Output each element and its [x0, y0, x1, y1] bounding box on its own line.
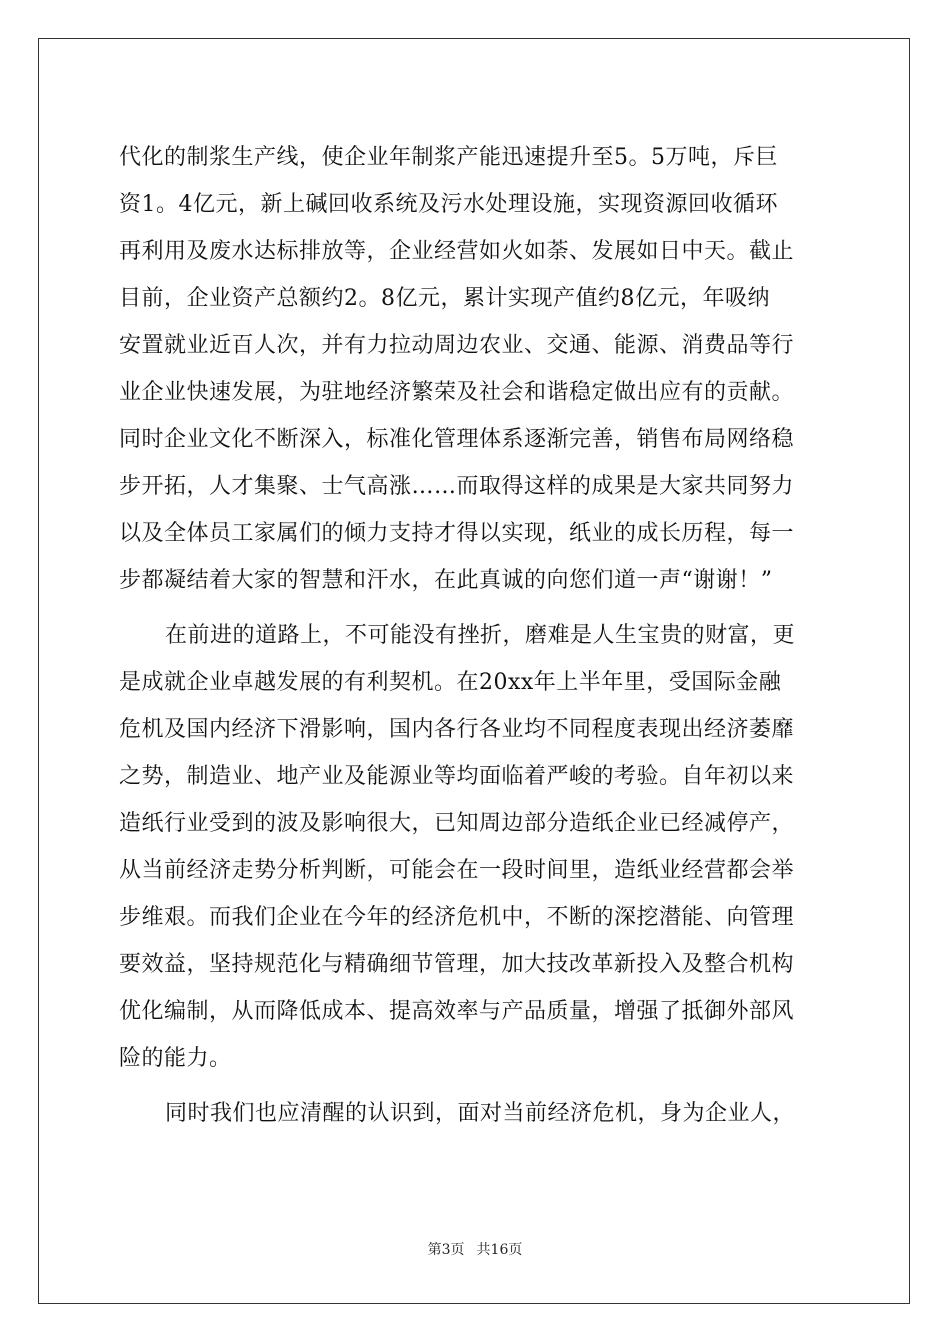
text-line: 是成就企业卓越发展的有利契机。在20xx年上半年里，受国际金融: [119, 670, 782, 695]
text-line: 代化的制浆生产线，使企业年制浆产能迅速提升至5。5万吨，斥巨: [119, 145, 778, 170]
text-line: 目前，企业资产总额约2。8亿元，累计实现产值约8亿元，年吸纳: [119, 286, 770, 311]
page-total: 共16页: [476, 1242, 523, 1258]
text-line: 步维艰。而我们企业在今年的经济危机中，不断的深挖潜能、向管理: [119, 905, 795, 930]
text-line: 造纸行业受到的波及影响很大，已知周边部分造纸企业已经减停产，: [119, 811, 795, 836]
page-number: 第3页: [427, 1242, 465, 1258]
text-line: 步都凝结着大家的智慧和汗水，在此真诚的向您们道一声“谢谢！”: [119, 568, 773, 593]
text-line: 优化编制，从而降低成本、提高效率与产品质量，增强了抵御外部风: [119, 999, 795, 1024]
document-body: [119, 134, 839, 1137]
text-line: 危机及国内经济下滑影响，国内各行各业均不同程度表现出经济萎靡: [119, 717, 795, 742]
text-line: 险的能力。: [119, 1046, 232, 1071]
text-line: 从当前经济走势分析判断，可能会在一段时间里，造纸业经营都会举: [119, 858, 795, 883]
text-line: 业企业快速发展，为驻地经济繁荣及社会和谐稳定做出应有的贡献。: [119, 380, 795, 405]
page-footer: [0, 1239, 950, 1259]
text-line: 同时企业文化不断深入，标准化管理体系逐渐完善，销售布局网络稳: [119, 427, 795, 452]
text-line: 要效益，坚持规范化与精确细节管理，加大技改革新投入及整合机构: [119, 952, 795, 977]
text-line: 之势，制造业、地产业及能源业等均面临着严峻的考验。自年初以来: [119, 764, 795, 789]
paragraph-first-line: 同时我们也应清醒的认识到，面对当前经济危机，身为企业人，: [165, 1101, 796, 1126]
text-line: 资1。4亿元，新上碱回收系统及污水处理设施，实现资源回收循环: [119, 192, 778, 217]
paragraph-first-line: 在前进的道路上，不可能没有挫折，磨难是人生宝贵的财富，更: [165, 623, 796, 648]
text-line: 再利用及废水达标排放等，企业经营如火如荼、发展如日中天。截止: [119, 239, 795, 264]
text-line: 安置就业近百人次，并有力拉动周边农业、交通、能源、消费品等行: [119, 333, 795, 358]
text-line: 以及全体员工家属们的倾力支持才得以实现，纸业的成长历程，每一: [119, 521, 795, 546]
text-line: 步开拓，人才集聚、士气高涨……而取得这样的成果是大家共同努力: [119, 474, 795, 499]
